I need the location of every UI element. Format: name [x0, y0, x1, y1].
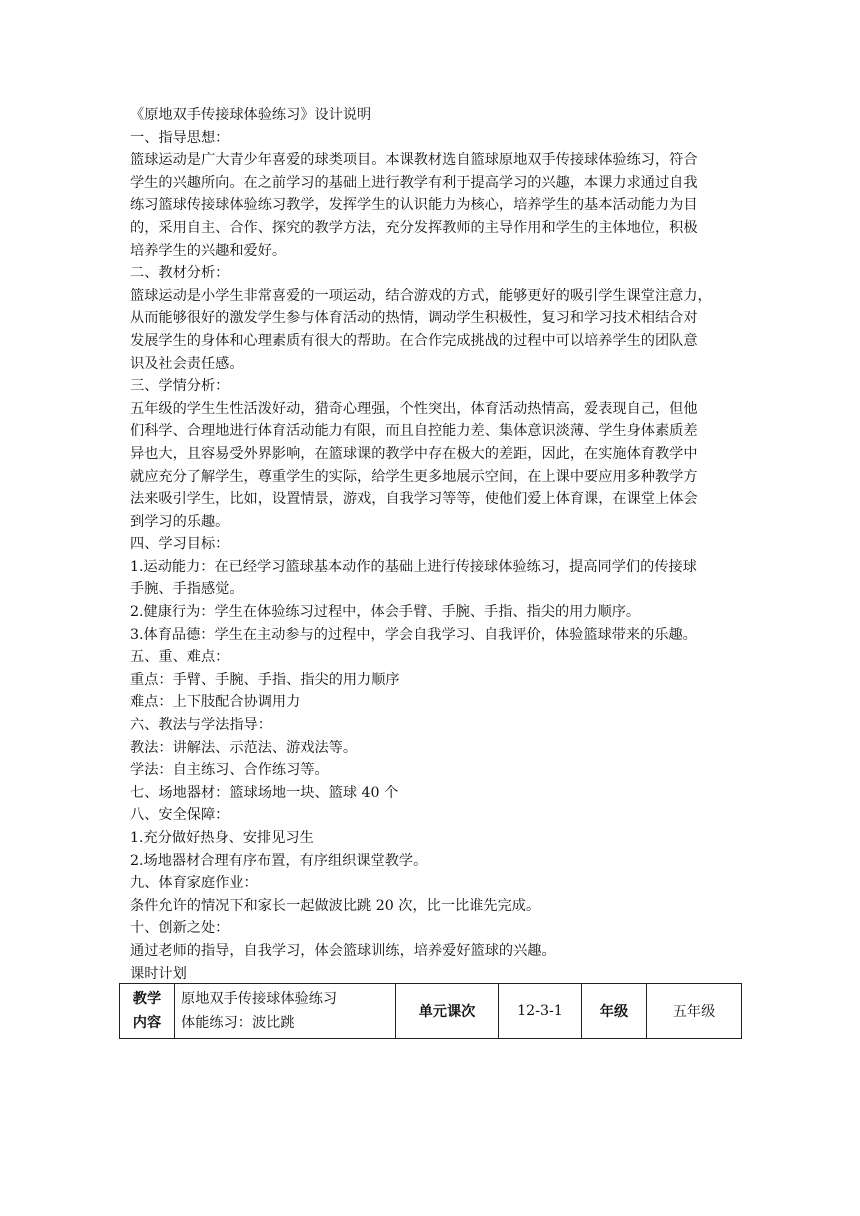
paragraph-line: 的，采用自主、合作、探究的教学方法，充分发挥教师的主导作用和学生的主体地位，积极: [130, 219, 698, 236]
section-heading: 三、学情分析：: [130, 378, 230, 395]
paragraph-line: 们科学、合理地进行体育活动能力有限，而且自控能力差、集体意识淡薄、学生身体素质差: [130, 423, 698, 440]
paragraph-line: 条件允许的情况下和家长一起做波比跳 20 次，比一比谁先完成。: [130, 897, 541, 914]
header-line: 教学: [132, 991, 162, 1007]
paragraph-line: 培养学生的兴趣和爱好。: [130, 242, 287, 259]
section-heading: 八、安全保障：: [130, 807, 230, 824]
paragraph-line: 教法：讲解法、示范法、游戏法等。: [130, 739, 358, 756]
paragraph-line: 法来吸引学生，比如，设置情景，游戏，自我学习等等，使他们爱上体育课，在课堂上体会: [130, 491, 698, 508]
paragraph-line: 练习篮球传接球体验练习教学，发挥学生的认识能力为核心，培养学生的基本活动能力为目: [130, 197, 698, 214]
teaching-content-cell: [175, 984, 396, 1039]
paragraph-line: 篮球运动是小学生非常喜爱的一项运动，结合游戏的方式，能够更好的吸引学生课堂注意力，: [130, 287, 712, 304]
paragraph-line: 重点：手臂、手腕、手指、指尖的用力顺序: [130, 671, 400, 688]
header-line: 内容: [132, 1015, 162, 1031]
section-heading: 二、教材分析：: [130, 265, 230, 282]
section-heading: 五、重、难点：: [130, 649, 230, 666]
paragraph-line: 学生的兴趣所向。在之前学习的基础上进行教学有利于提高学习的兴趣，本课力求通过自我: [130, 174, 698, 191]
teaching-content-header: [120, 984, 175, 1039]
paragraph-line: 3.体育品德：学生在主动参与的过程中，学会自我学习、自我评价，体验篮球带来的乐趣。: [130, 626, 697, 643]
paragraph-line: 手腕、手指感觉。: [130, 581, 244, 598]
paragraph-line: 到学习的乐趣。: [130, 513, 230, 530]
document-title: 《原地双手传接球体验练习》设计说明: [130, 107, 372, 123]
paragraph-line: 从而能够很好的激发学生参与体育活动的热情，调动学生积极性，复习和学习技术相结合对: [130, 310, 698, 327]
table-row: [120, 984, 742, 1039]
unit-lesson-header: 单元课次: [396, 984, 499, 1039]
paragraph-line: 1.运动能力：在已经学习篮球基本动作的基础上进行传接球体验练习，提高同学们的传接球: [130, 558, 697, 575]
paragraph-line: 就应充分了解学生，尊重学生的实际，给学生更多地展示空间，在上课中要应用多种教学方: [130, 468, 698, 485]
section-heading: 九、体育家庭作业：: [130, 875, 258, 892]
sections-container: [130, 127, 742, 963]
grade-header: 年级: [582, 984, 647, 1039]
paragraph-line: 篮球运动是广大青少年喜爱的球类项目。本课教材选自篮球原地双手传接球体验练习，符合: [130, 152, 698, 169]
paragraph-line: 2.场地器材合理有序布置，有序组织课堂教学。: [130, 852, 428, 869]
section-heading: 一、指导思想：: [130, 129, 230, 146]
document-body: [130, 104, 742, 985]
paragraph-line: 学法：自主练习、合作练习等。: [130, 762, 329, 779]
unit-lesson-value: 12-3-1: [499, 984, 582, 1039]
grade-value: 五年级: [647, 984, 742, 1039]
lesson-plan-table: [119, 983, 742, 1039]
paragraph-line: 2.健康行为：学生在体验练习过程中，体会手臂、手腕、手指、指尖的用力顺序。: [130, 604, 641, 621]
paragraph-line: 1.充分做好热身、安排见习生: [130, 830, 314, 846]
content-line: 体能练习：波比跳: [181, 1015, 295, 1031]
paragraph-line: 发展学生的身体和心理素质有很大的帮助。在合作完成挑战的过程中可以培养学生的团队意: [130, 332, 698, 349]
content-line: 原地双手传接球体验练习: [181, 991, 338, 1007]
section-heading: 七、场地器材：篮球场地一块、篮球 40 个: [130, 784, 399, 801]
lesson-plan-title: 课时计划: [130, 965, 187, 982]
section-heading: 六、教法与学法指导：: [130, 717, 272, 734]
section-heading: 四、学习目标：: [130, 536, 230, 553]
paragraph-line: 五年级的学生生性活泼好动，猎奇心理强，个性突出，体育活动热情高，爱表现自己，但他: [130, 400, 698, 417]
paragraph-line: 异也大，且容易受外界影响，在篮球课的教学中存在极大的差距，因此，在实施体育教学中: [130, 445, 698, 462]
section-heading: 十、创新之处：: [130, 920, 230, 937]
paragraph-line: 难点：上下肢配合协调用力: [130, 694, 301, 711]
paragraph-line: 通过老师的指导，自我学习，体会篮球训练，培养爱好篮球的兴趣。: [130, 942, 556, 959]
paragraph-line: 识及社会责任感。: [130, 355, 244, 372]
